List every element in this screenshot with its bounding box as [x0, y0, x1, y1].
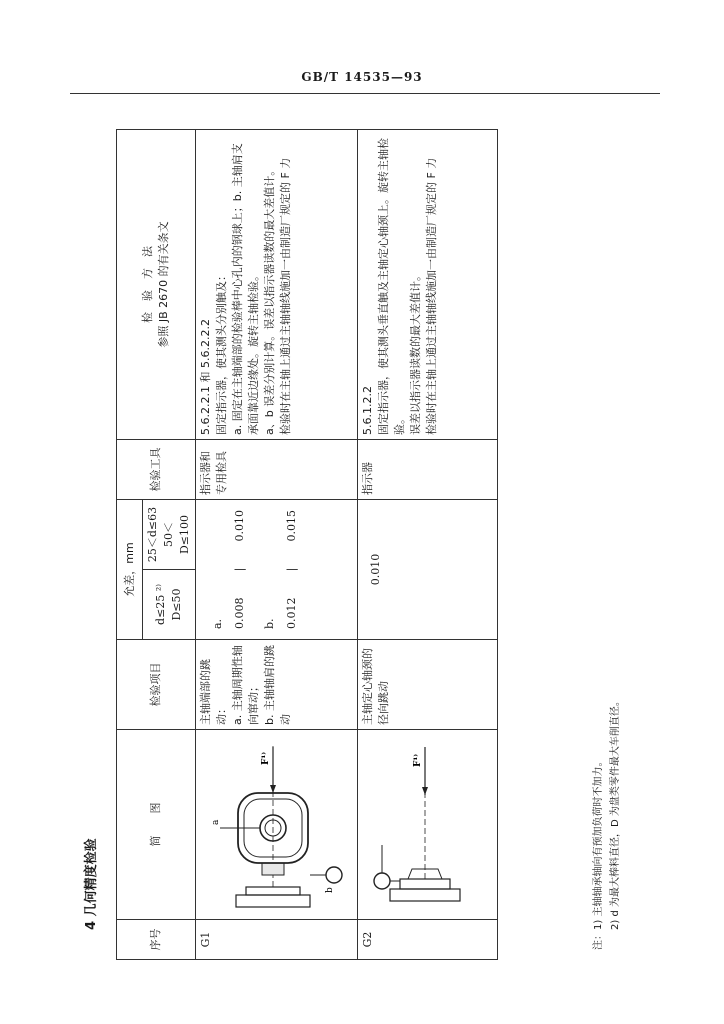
inspection-table: [116, 129, 498, 960]
bed-base: [390, 889, 460, 901]
diagram-g1: [195, 730, 357, 920]
tol-b-v2: 0.015: [284, 510, 298, 542]
header-item: 检验项目: [117, 640, 196, 730]
bed-base: [236, 895, 310, 907]
footnotes: [590, 696, 624, 950]
spindle-axial-diagram: [198, 735, 348, 915]
force-arrow-icon: [422, 787, 428, 795]
label-a: a: [210, 819, 221, 825]
tolerance-g2: 0.010: [357, 500, 497, 640]
label-b: b: [324, 887, 335, 893]
force-label: F¹⁾: [260, 751, 271, 765]
header-tool: 检验工具: [117, 440, 196, 500]
header-tol-col1: d≤25 ²⁾ D≤50: [143, 570, 196, 640]
indicator-b-dial-icon: [326, 867, 342, 883]
tol-b-v1: 0.012: [284, 597, 298, 629]
spindle-neck: [262, 863, 284, 875]
tool-g2: 指示器: [357, 440, 497, 500]
tol-b-label: b.: [262, 618, 276, 629]
indicator-dial-icon: [374, 873, 390, 889]
table-row-g2: [357, 130, 497, 960]
force-label: F¹⁾: [412, 753, 423, 767]
tol-a-v1: 0.008: [232, 597, 246, 629]
section-title: 4 几何精度检验: [84, 838, 99, 930]
method-g2: 5.6.1.2.2 固定指示器，使其测头垂直触及主轴定心轴颈上。旋转主轴检验。 误差以指示器读数的最大差值计。 检验时在主轴上通过主轴轴线施加一由制造厂规定的 F 力: [357, 130, 497, 440]
header-method-sub: 参照 JB 2670 的有关条文: [156, 221, 170, 348]
tol-a-label: a.: [210, 618, 224, 629]
row-seq: G2: [357, 920, 497, 960]
standard-code-header: GB/T 14535—93: [301, 70, 423, 84]
header-method-title: 检 验 方 法: [140, 246, 154, 323]
diagram-g2: [357, 730, 497, 920]
table-row-g1: [195, 130, 357, 960]
footnote-2: 2) d 为最大棒料直径，D 为盘类零件最大车削直径。: [610, 696, 621, 950]
tolerance-g1: a. 0.008 | 0.010 b. 0.012 | 0.015: [195, 500, 357, 640]
header-diagram: 简 图: [117, 730, 196, 920]
force-arrow-icon: [270, 785, 276, 793]
header-seq: 序号: [117, 920, 196, 960]
item-g1: 主轴端部的跳动： a. 主轴周期性轴向窜动； b. 主轴轴肩的跳动: [195, 640, 357, 730]
tol-a-v2: 0.010: [232, 510, 246, 542]
footnote-1: 注：1) 主轴轴承轴向有预加负荷时不加力。: [593, 756, 604, 950]
header-method: [117, 130, 196, 440]
row-seq: G1: [195, 920, 357, 960]
header-tolerance: 允差，mm: [117, 500, 143, 640]
rotated-page-content: [78, 30, 638, 960]
method-g1: 5.6.2.2.1 和 5.6.2.2.2 固定指示器，使其测头分别触及： a. 固定在主轴端部的检验棒中心孔内的钢球上；b. 主轴肩支承面靠近边缘处。旋转主轴检验。 a、b 误差分别计算。误差以指示器读数的最大差值计。 检验时在主轴上通过主轴轴线施加一由制造厂规定的 F 力: [195, 130, 357, 440]
tool-g1: 指示器和专用检具: [195, 440, 357, 500]
spindle-journal: [400, 879, 450, 889]
item-g2: 主轴定心轴颈的径向跳动: [357, 640, 497, 730]
spindle-radial-diagram: [360, 735, 480, 915]
bed-step: [246, 887, 300, 895]
header-tol-col2: 25＜d≤63 50＜D≤100: [143, 500, 196, 570]
